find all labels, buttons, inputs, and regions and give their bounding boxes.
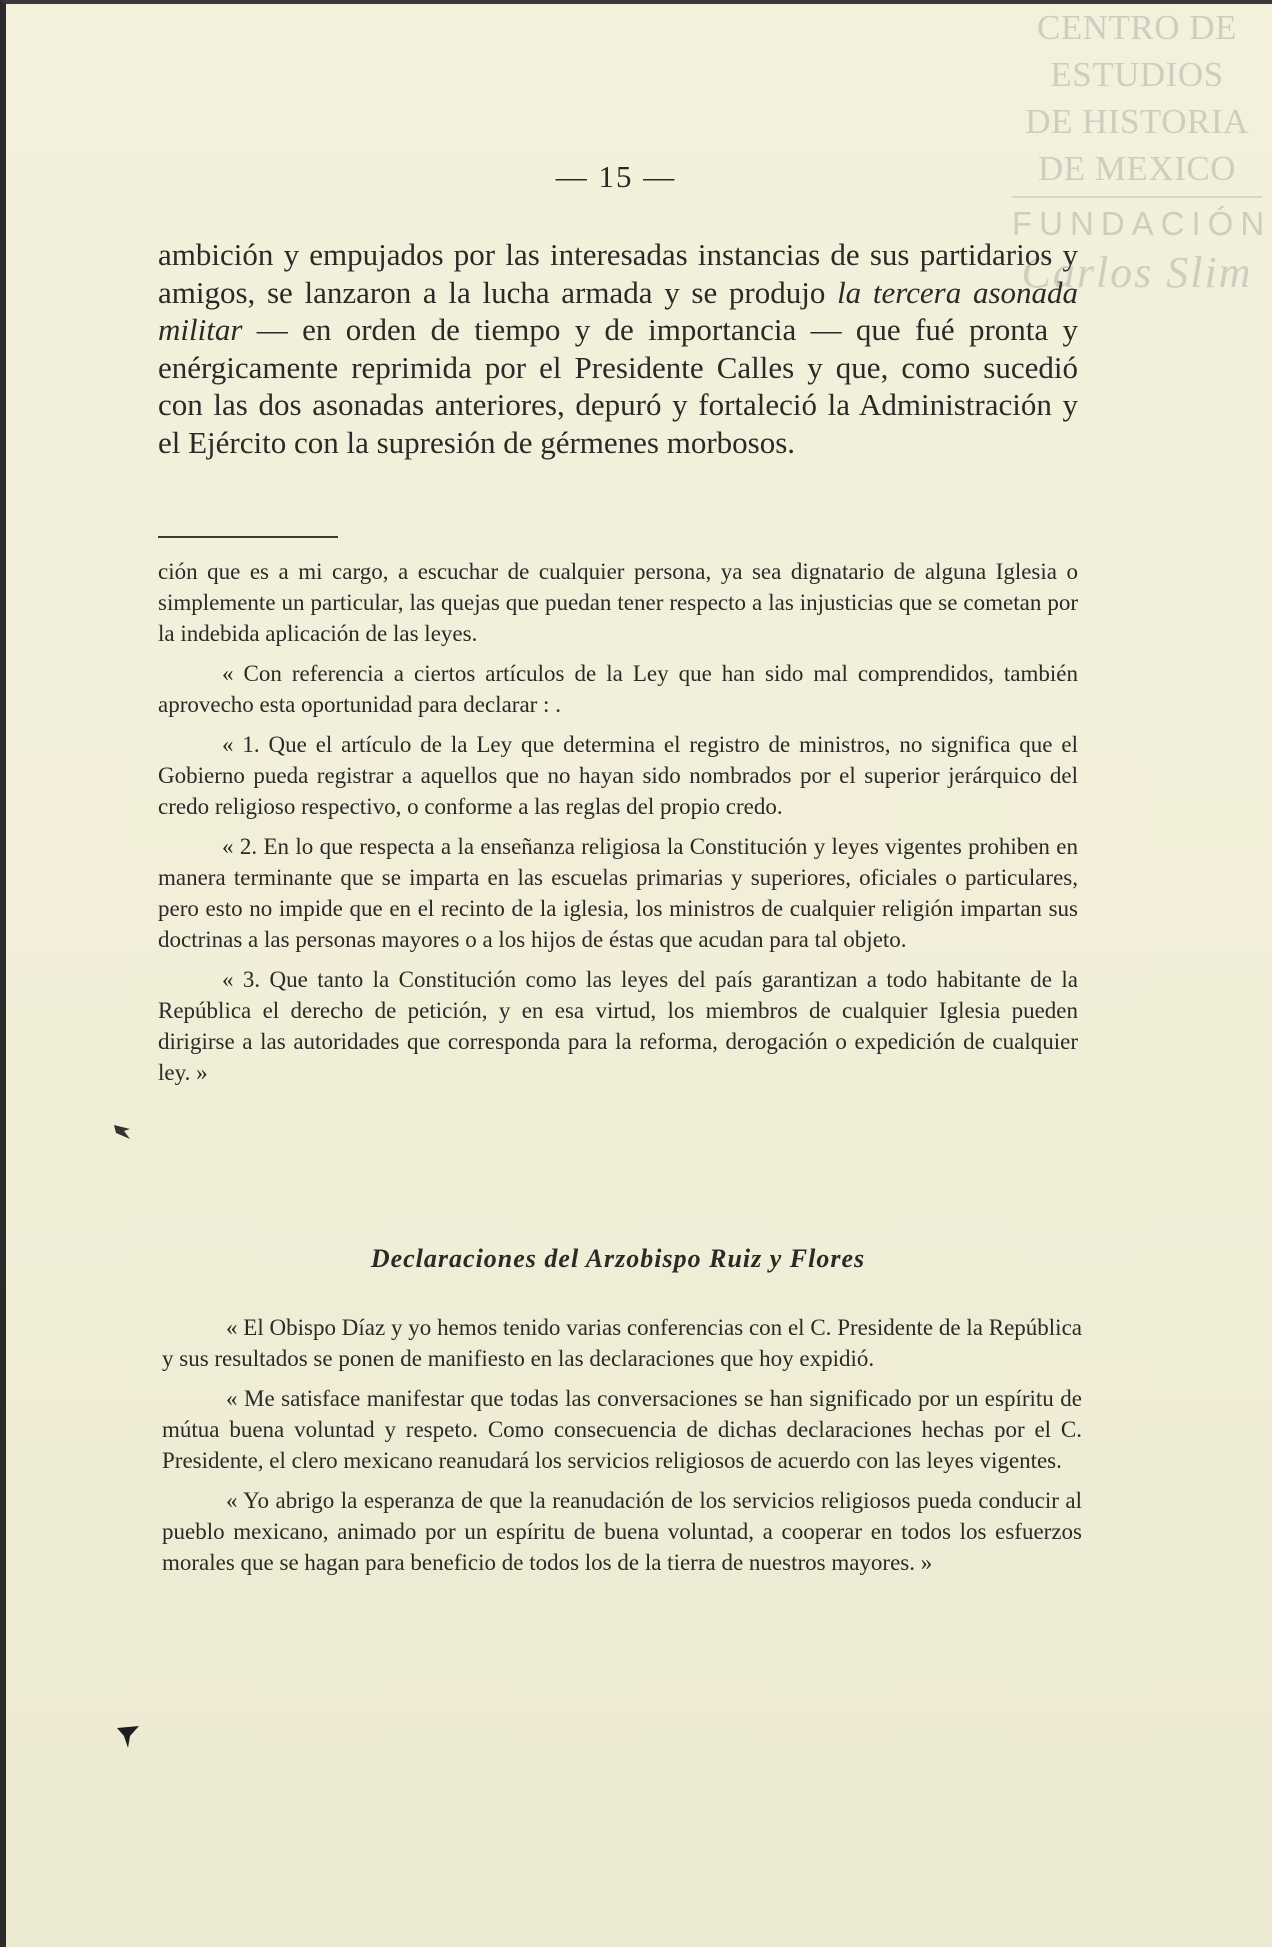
footnote-paragraph: « 3. Que tanto la Constitución como las leyes del país garantizan a todo habitante de la República el derecho de petición, y en esa virtud, los miembros de cualquier Iglesia pueden dirigirse a las autoridades que corresponda para la reforma, derogación o expedición de cualquier ley. » bbox=[158, 967, 1078, 1085]
footnote-paragraph: « 1. Que el artículo de la Ley que determina el registro de ministros, no significa que el Gobierno pueda registrar a aquellos que no hayan sido nombrados por el superior jerárquico del credo religioso respectivo, o conforme a las reglas del propio credo. bbox=[158, 732, 1078, 819]
watermark-fundacion: FUNDACIÓN bbox=[1012, 205, 1272, 242]
declaration-paragraph: « Me satisface manifestar que todas las conversaciones se han significado por un espíritu de mútua buena voluntad y respeto. Como consecuencia de dichas declaraciones hechas por el C. Presidente, el clero mexicano reanudará los servicios religiosos de acuerdo con las leyes vigentes. bbox=[162, 1386, 1082, 1473]
watermark-line: DE HISTORIA bbox=[1025, 102, 1249, 141]
margin-arrow-icon bbox=[110, 1119, 136, 1145]
declaration-paragraph: « El Obispo Díaz y yo hemos tenido varias conferencias con el C. Presidente de la República y sus resultados se ponen de manifiesto en las declaraciones que hoy expidió. bbox=[162, 1315, 1082, 1371]
section-heading: Declaraciones del Arzobispo Ruiz y Flores bbox=[370, 1244, 866, 1273]
watermark-line: CENTRO DE bbox=[1037, 8, 1237, 47]
footnote-paragraph: « Con referencia a ciertos artículos de la Ley que han sido mal comprendidos, también aprovecho esta oportunidad para declarar : . bbox=[158, 661, 1078, 717]
declarations-block bbox=[162, 1312, 1082, 1587]
footnote-block bbox=[158, 556, 1078, 1097]
watermark-line: DE MEXICO bbox=[1038, 149, 1236, 188]
watermark-line: ESTUDIOS bbox=[1050, 55, 1224, 94]
body-paragraph bbox=[158, 236, 1078, 461]
page-number: — 15 — bbox=[555, 159, 677, 194]
footnote-divider bbox=[158, 536, 338, 538]
body-text-end: — en orden de tiempo y de importancia — que fué pronta y enérgicamente reprimida por el Presidente Calles y que, como sucedió con las dos asonadas anteriores, depuró y fortaleció la Administración y el Ejército con la supresión de gérmenes morbosos. bbox=[158, 312, 1078, 460]
body-text-start: ambición y empujados por las interesadas instancias de sus partidarios y amigos, se lanzaron a la lucha armada y se produjo bbox=[158, 237, 1078, 310]
body-italic-phrase: la tercera asonada militar bbox=[158, 274, 1079, 347]
watermark-divider bbox=[1012, 196, 1262, 198]
margin-pointer-icon bbox=[114, 1722, 142, 1752]
watermark-signature: Carlos Slim bbox=[1021, 248, 1253, 297]
declaration-paragraph: « Yo abrigo la esperanza de que la reanudación de los servicios religiosos pueda conducir al pueblo mexicano, animado por un espíritu de buena voluntad, a cooperar en todos los esfuerzos morales que se hagan para beneficio de todos los de la tierra de nuestros mayores. » bbox=[162, 1488, 1082, 1575]
footnote-paragraph: ción que es a mi cargo, a escuchar de cualquier persona, ya sea dignatario de alguna Iglesia o simplemente un particular, las quejas que puedan tener respecto a las injusticias que se cometan por la indebida aplicación de las leyes. bbox=[158, 559, 1078, 646]
footnote-paragraph: « 2. En lo que respecta a la enseñanza religiosa la Constitución y leyes vigentes prohiben en manera terminante que se imparta en las escuelas primarias y superiores, oficiales o particulares, pero esto no impide que en el recinto de la iglesia, los ministros de cualquier religión impartan sus doctrinas a las personas mayores o a los hijos de éstas que acudan para tal objeto. bbox=[158, 834, 1078, 952]
